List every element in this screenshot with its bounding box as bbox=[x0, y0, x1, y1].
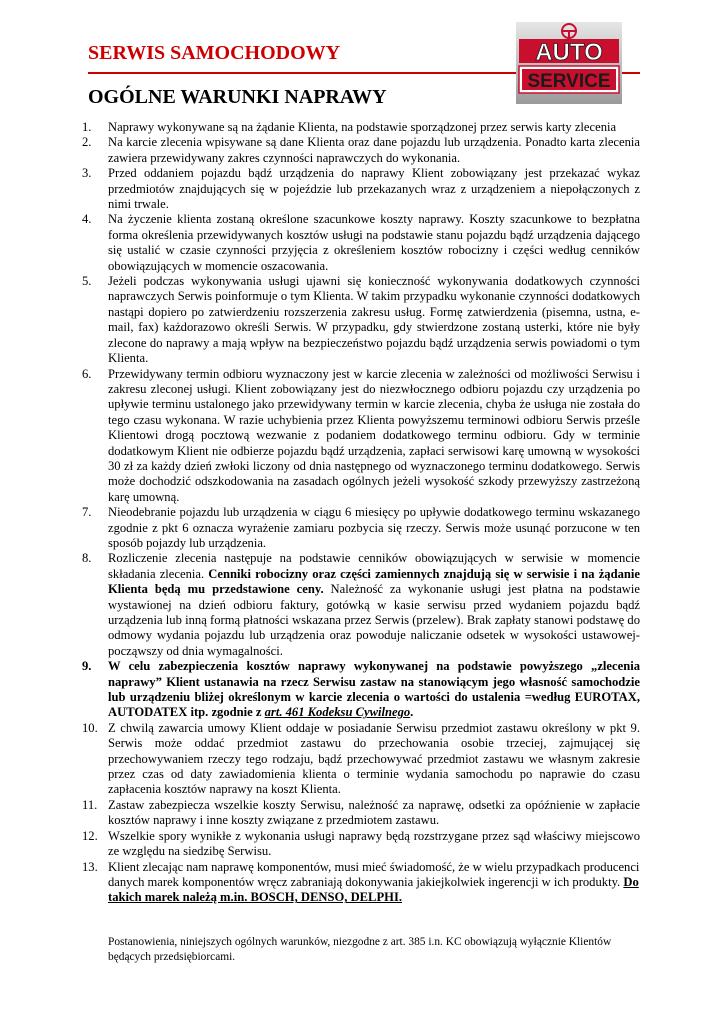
term-text: Z chwilą zawarcia umowy Klient oddaje w posiadanie Serwisu przedmiot zastawu określony w pkt 9. Serwis może oddać przedmiot zastawu do przechowania osobie trzeciej, zajmującej się przechowywaniem rzeczy tego rodzaju, bądź przechowywać przedmiot zastawu we własnym zakresie przez czas od daty zawiadomienia klienta o terminie wydania samochodu po naprawie do czasu zapłacenia kosztów naprawy na koszt Klienta. bbox=[108, 720, 640, 797]
term-text: W celu zabezpieczenia kosztów naprawy wykonywanej na podstawie powyższego „zlecenia naprawy” Klient ustanawia na rzecz Serwisu zastaw na stanowiącym jego własność samochodzie lub urządzeniu bliżej określonym w karcie zlecenia o wartości do ustalenia =według EUROTAX, AUTODATEX itp. zgodnie z bbox=[108, 659, 640, 720]
term-item bbox=[82, 135, 640, 166]
term-item bbox=[82, 212, 640, 274]
term-text: Zastaw zabezpiecza wszelkie koszty Serwisu, należność za naprawę, odsetki za opóźnienie w zapłacie kosztów naprawy i inne koszty związane z przedmiotem zastawu. bbox=[108, 797, 640, 828]
term-text: Nieodebranie pojazdu lub urządzenia w ciągu 6 miesięcy po upływie dodatkowego terminu wskazanego zgodnie z pkt 6 oznacza wyrażenie zamiaru pozbycia się rzeczy. Serwis może usunąć porzucone w ten sposób pojazdy lub urządzenia. bbox=[108, 505, 640, 550]
term-number: 13. bbox=[82, 859, 98, 874]
term-number: 6. bbox=[82, 366, 92, 381]
term-text: Naprawy wykonywane są na żądanie Klienta, na podstawie sporządzonej przez serwis karty zlecenia bbox=[108, 120, 617, 134]
header-title: SERWIS SAMOCHODOWY bbox=[88, 42, 341, 64]
term-item bbox=[82, 274, 640, 366]
term-item bbox=[82, 505, 640, 551]
term-text: Jeżeli podczas wykonywania usługi ujawni się konieczność wykonywania dodatkowych czynności naprawczych Serwis poinformuje o tym Klienta. W takim przypadku wykonanie czynności dodatkowych nastąpi dopiero po zatwierdzeniu rozszerzenia zakresu usług. Formę zatwierdzenia (pisemna, ustna, e-mail, fax) każdorazowo określi Serwis. W przypadku, gdy stwierdzone zostaną usterki, które nie były zlecone do naprawy a mają wpływ na bezpieczeństwo pojazdu bądź urządzenia serwis powiadomi o tym Klienta. bbox=[108, 274, 640, 366]
term-item bbox=[82, 860, 640, 906]
logo-line-auto: AUTO bbox=[535, 39, 603, 66]
term-item bbox=[82, 659, 640, 721]
term-text: Klient zlecając nam naprawę komponentów, musi mieć świadomość, że w wielu przypadkach producenci danych marek komponentów wręcz zabraniają dokonywania jakiejkolwiek ingerencji w ich produkty. bbox=[108, 859, 640, 889]
auto-service-logo bbox=[516, 22, 622, 104]
term-number: 10. bbox=[82, 720, 98, 735]
term-item bbox=[82, 166, 640, 212]
term-item bbox=[82, 120, 640, 135]
term-number: 5. bbox=[82, 274, 92, 289]
term-number: 3. bbox=[82, 166, 92, 181]
document-title: OGÓLNE WARUNKI NAPRAWY bbox=[88, 86, 387, 108]
term-text: . bbox=[410, 705, 414, 720]
term-number: 4. bbox=[82, 212, 92, 227]
term-text: Należność za wykonanie usługi jest płatna na podstawie wystawionej na dzień odbioru faktury, gotówką w kasie serwisu przed wydaniem pojazdu bądź urządzenia lub inną formą płatności wskazana przez Serwis (przelew). Brak zapłaty stanowi podstawę do odmowy wydania pojazdu lub urządzenia oraz powoduje naliczanie odsetek w wysokości ustawowej- począwszy od dnia wymagalności. bbox=[108, 582, 640, 658]
term-text: Na życzenie klienta zostaną określone szacunkowe koszty naprawy. Koszty szacunkowe to bezpłatna forma określenia przewidywanych kosztów usługi na podstawie stanu pojazdu bądź urządzenia dającego się ustalić w czasie czynności przyjęcia z określeniem kosztów robocizny i części według cenników obowiązujących w momencie oszacowania. bbox=[108, 212, 640, 273]
term-number: 12. bbox=[82, 828, 98, 843]
term-item bbox=[82, 798, 640, 829]
term-text: Na karcie zlecenia wpisywane są dane Klienta oraz dane pojazdu lub urządzenia. Ponadto karta zlecenia zawiera przewidywany zakres czynności naprawczych do wykonania. bbox=[108, 135, 640, 165]
term-text-bold-underlined: Do takich marek należą m.in. BOSCH, DENSO, DELPHI. bbox=[108, 874, 639, 905]
term-text: Wszelkie spory wynikłe z wykonania usługi naprawy będą rozstrzygane przez sąd właściwy miejscowo ze względu na siedzibę Serwisu. bbox=[108, 828, 640, 859]
term-text: Rozliczenie zlecenia następuje na podstawie cenników obowiązujących w serwisie w momencie składania zlecenia. bbox=[108, 551, 640, 581]
term-item bbox=[82, 829, 640, 860]
term-number: 7. bbox=[82, 505, 92, 520]
logo-line-service: SERVICE bbox=[527, 71, 611, 92]
terms-list bbox=[82, 120, 640, 906]
term-text-bold: Cenniki robocizny oraz części zamiennych znajdują się w serwisie i na żądanie Klienta będą mu przedstawione ceny. bbox=[108, 566, 641, 597]
term-text: Przewidywany termin odbioru wyznaczony jest w karcie zlecenia w zależności od możliwości Serwisu i zakresu zleconej usługi. Klient zobowiązany jest do niezwłocznego odbioru pojazdu czy urządzenia po upływie terminu ustalonego jako przewidywany termin w karcie zlecenia, chyba że usługa nie została do tego czasu wykonana. W razie uchybienia przez Klienta powyższemu terminowi odbioru Serwis prześle Klientowi drogą pocztową wezwanie z podaniem dodatkowego terminu odbioru. Gdy w terminie dodatkowym Klient nie odbierze pojazdu bądź urządzenia, zapłaci serwisowi karę umowną w wysokości 30 zł za każdy dzień zwłoki liczony od dnia następnego od wyznaczonego terminu dodatkowego. Serwis może dochodzić odszkodowania na zasadach ogólnych jeżeli wysokość szkody przewyższy zastrzeżoną karę umowną. bbox=[108, 366, 640, 504]
term-number: 11. bbox=[82, 797, 98, 812]
footnote: Postanowienia, niniejszych ogólnych warunków, niezgodne z art. 385 i.n. KC obowiązują wyłącznie Klientów będących przedsiębiorcami. bbox=[108, 936, 612, 963]
term-item bbox=[82, 551, 640, 659]
term-text: Przed oddaniem pojazdu bądź urządzenia do naprawy Klient zobowiązany jest przekazać wykaz przedmiotów znajdujących się w pojeździe lub przekazanych wraz z urządzeniem a niepołączonych z nimi trwale. bbox=[108, 166, 640, 212]
term-item bbox=[82, 721, 640, 798]
term-number: 9. bbox=[82, 659, 92, 674]
term-number: 8. bbox=[82, 551, 92, 566]
civil-code-link[interactable]: art. 461 Kodeksu Cywilnego bbox=[264, 705, 411, 720]
term-item bbox=[82, 367, 640, 506]
term-number: 1. bbox=[82, 120, 92, 134]
term-number: 2. bbox=[82, 135, 92, 150]
